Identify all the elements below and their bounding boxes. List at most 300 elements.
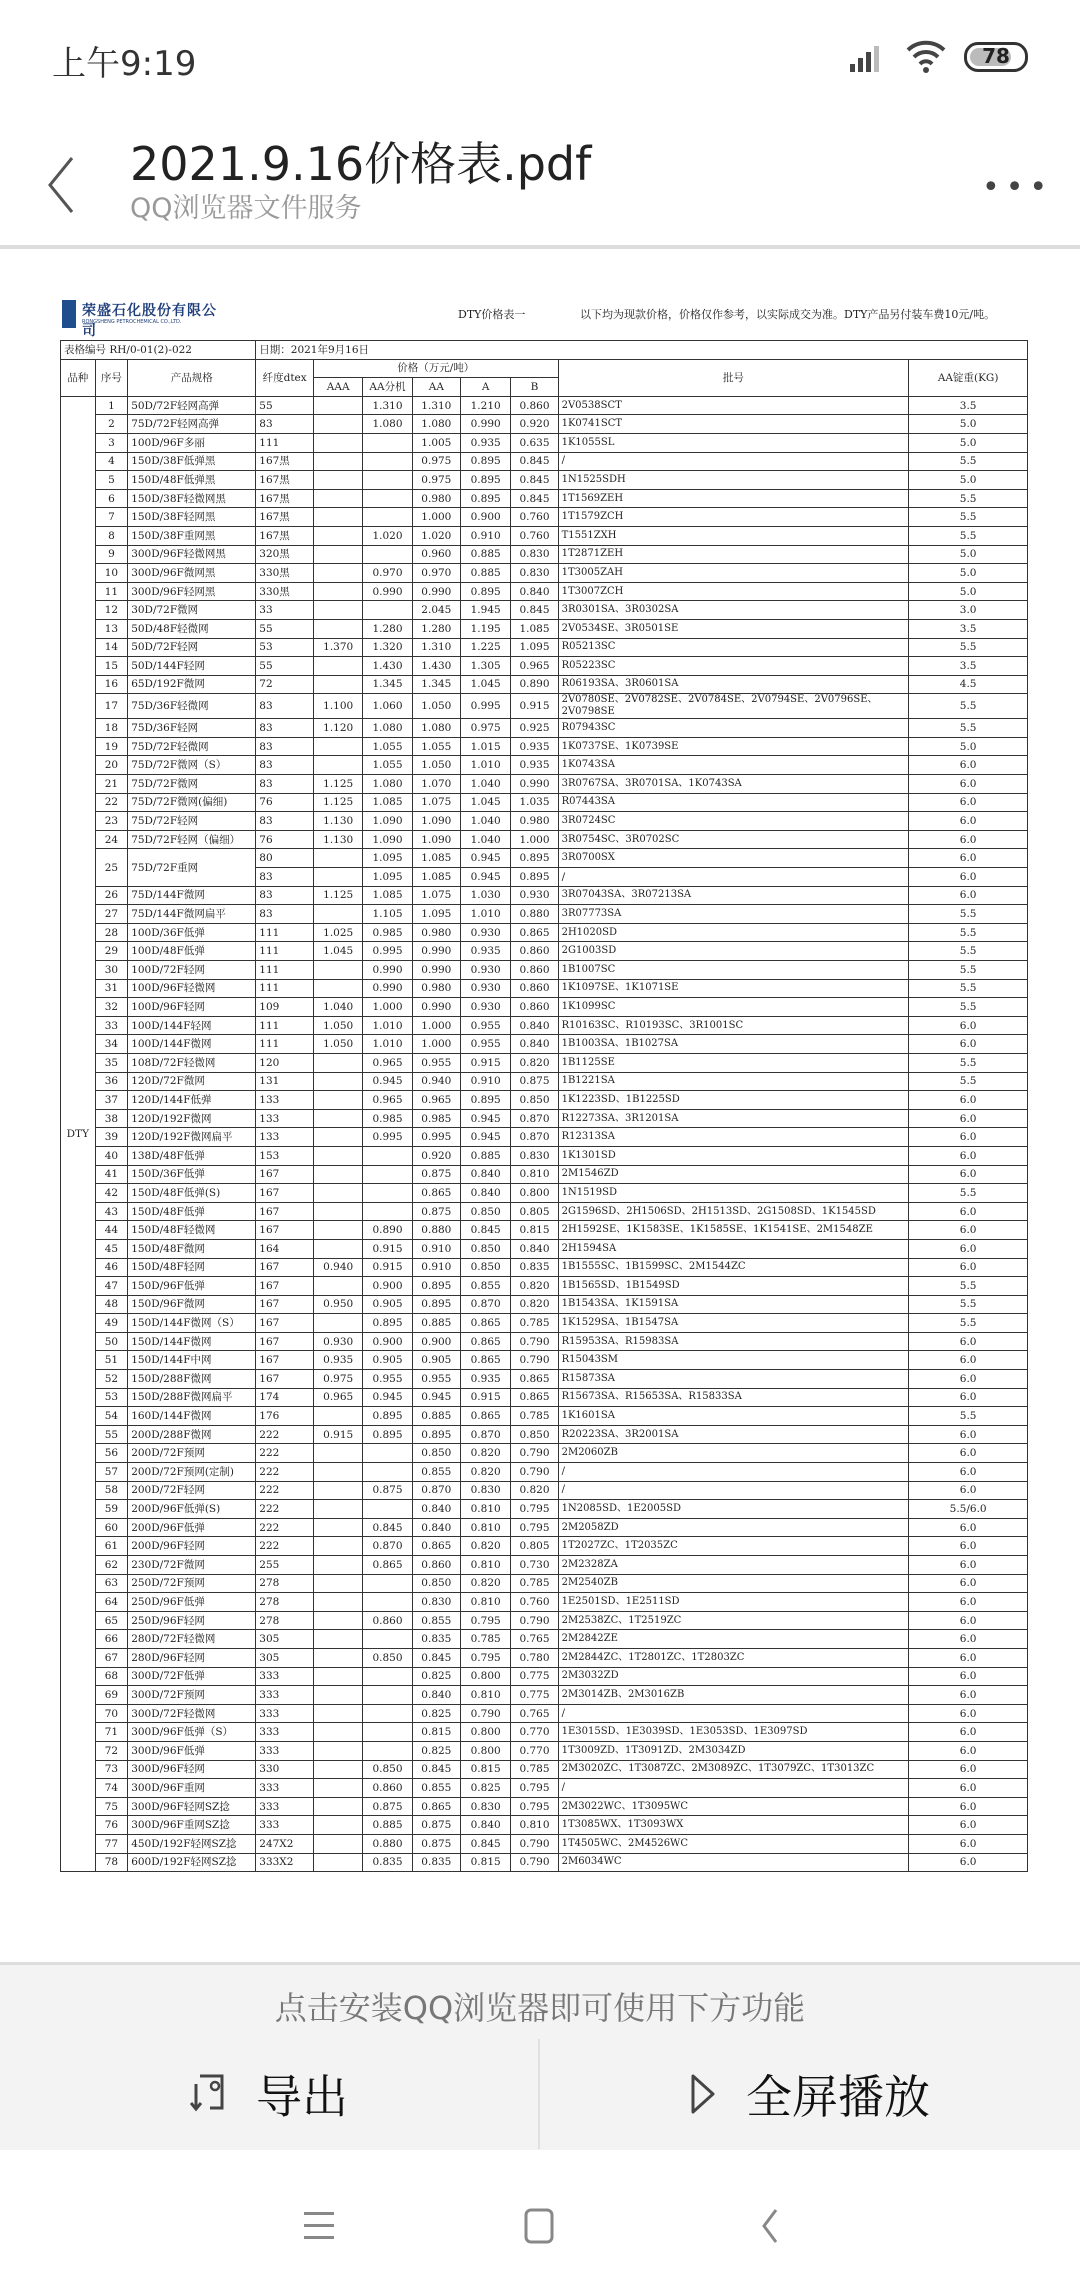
price-table-body xyxy=(61,396,1028,1871)
batch-cell: 3R0700SX xyxy=(558,849,909,868)
seq-cell: 59 xyxy=(95,1500,128,1519)
file-title: 2021.9.16价格表.pdf xyxy=(130,137,592,191)
dtex-cell: 72 xyxy=(256,675,314,694)
batch-cell: R05223SC xyxy=(558,657,909,676)
seq-cell: 49 xyxy=(95,1314,128,1333)
dtex-cell: 167黑 xyxy=(256,471,314,490)
price-aa-split-cell: 1.085 xyxy=(363,793,412,812)
batch-cell: 1N2085SD、1E2005SD xyxy=(558,1500,909,1519)
price-aa-cell: 0.850 xyxy=(412,1444,460,1463)
spec-cell: 50D/72F轻网高弹 xyxy=(128,396,256,415)
price-aa-cell: 0.845 xyxy=(412,1760,460,1779)
price-aa-cell: 0.875 xyxy=(412,1202,460,1221)
price-a-cell: 1.010 xyxy=(460,905,510,924)
price-aaa-cell xyxy=(314,737,363,756)
weight-cell: 6.0 xyxy=(909,1109,1028,1128)
table-row xyxy=(61,1611,1028,1630)
weight-cell: 6.0 xyxy=(909,1202,1028,1221)
price-aa-split-cell: 1.090 xyxy=(363,830,412,849)
price-a-cell: 0.800 xyxy=(460,1741,510,1760)
weight-cell: 5.5 xyxy=(909,979,1028,998)
spec-cell: 75D/72F重网 xyxy=(128,849,256,886)
table-row xyxy=(61,849,1028,868)
table-row xyxy=(61,1686,1028,1705)
price-aa-split-cell xyxy=(363,1500,412,1519)
price-b-cell: 0.760 xyxy=(511,526,558,545)
batch-cell: 2M3022WC、1T3095WC xyxy=(558,1797,909,1816)
weight-cell: 6.0 xyxy=(909,1016,1028,1035)
price-a-cell: 0.945 xyxy=(460,849,510,868)
price-aa-cell: 0.900 xyxy=(412,1332,460,1351)
price-a-cell: 0.895 xyxy=(460,489,510,508)
spec-cell: 300D/96F重网 xyxy=(128,1779,256,1798)
seq-cell: 48 xyxy=(95,1295,128,1314)
dtex-cell: 278 xyxy=(256,1574,314,1593)
price-aaa-cell xyxy=(314,1128,363,1147)
dtex-cell: 111 xyxy=(256,433,314,452)
seq-cell: 32 xyxy=(95,998,128,1017)
price-aa-split-cell: 0.860 xyxy=(363,1611,412,1630)
price-aaa-cell xyxy=(314,756,363,775)
price-aa-cell: 1.345 xyxy=(412,675,460,694)
table-row xyxy=(61,564,1028,583)
weight-cell: 6.0 xyxy=(909,1444,1028,1463)
seq-cell: 61 xyxy=(95,1537,128,1556)
price-aa-split-cell: 1.010 xyxy=(363,1016,412,1035)
price-a-cell: 0.815 xyxy=(460,1853,510,1872)
price-aaa-cell xyxy=(314,1593,363,1612)
spec-cell: 150D/144F微网 xyxy=(128,1332,256,1351)
dtex-cell: 111 xyxy=(256,979,314,998)
price-aaa-cell xyxy=(314,1537,363,1556)
dtex-cell: 167黑 xyxy=(256,526,314,545)
dtex-cell: 167 xyxy=(256,1295,314,1314)
spec-cell: 150D/288F微网 xyxy=(128,1370,256,1389)
batch-cell: / xyxy=(558,452,909,471)
dtex-cell: 111 xyxy=(256,942,314,961)
home-icon[interactable] xyxy=(522,2206,558,2246)
spec-cell: 300D/72F低弹 xyxy=(128,1667,256,1686)
price-aa-split-cell: 1.080 xyxy=(363,415,412,434)
price-aa-cell: 0.975 xyxy=(412,471,460,490)
price-b-cell: 0.820 xyxy=(511,1481,558,1500)
weight-cell: 6.0 xyxy=(909,1537,1028,1556)
price-aa-split-cell xyxy=(363,1146,412,1165)
seq-cell: 44 xyxy=(95,1221,128,1240)
price-b-cell: 0.835 xyxy=(511,1258,558,1277)
table-row xyxy=(61,1593,1028,1612)
table-row xyxy=(61,737,1028,756)
dtex-cell: 167 xyxy=(256,1258,314,1277)
weight-cell: 3.5 xyxy=(909,657,1028,676)
price-aaa-cell xyxy=(314,601,363,620)
table-row xyxy=(61,1556,1028,1575)
dtex-cell: 330黑 xyxy=(256,564,314,583)
price-a-cell: 0.800 xyxy=(460,1723,510,1742)
table-row xyxy=(61,508,1028,527)
price-aa-cell: 0.840 xyxy=(412,1518,460,1537)
price-aa-split-cell: 0.870 xyxy=(363,1537,412,1556)
dtex-cell: 305 xyxy=(256,1630,314,1649)
table-row xyxy=(61,812,1028,831)
price-a-cell: 1.040 xyxy=(460,830,510,849)
price-aa-split-cell: 0.890 xyxy=(363,1221,412,1240)
doc-title: DTY价格表一 xyxy=(458,308,526,321)
price-aa-cell: 1.080 xyxy=(412,719,460,738)
table-row xyxy=(61,775,1028,794)
price-a-cell: 0.810 xyxy=(460,1593,510,1612)
price-a-cell: 0.865 xyxy=(460,1314,510,1333)
price-b-cell: 0.930 xyxy=(511,886,558,905)
status-bar xyxy=(0,0,1080,110)
spec-cell: 75D/144F微网扁平 xyxy=(128,905,256,924)
spec-cell: 100D/96F轻网 xyxy=(128,998,256,1017)
spec-cell: 150D/38F轻网黑 xyxy=(128,508,256,527)
seq-cell: 19 xyxy=(95,737,128,756)
weight-cell: 3.5 xyxy=(909,619,1028,638)
spec-cell: 150D/96F低弹 xyxy=(128,1277,256,1296)
weight-cell: 5.0 xyxy=(909,415,1028,434)
batch-cell: 2M2540ZB xyxy=(558,1574,909,1593)
price-b-cell: 0.790 xyxy=(511,1332,558,1351)
price-aaa-cell: 0.930 xyxy=(314,1332,363,1351)
price-aa-cell: 0.910 xyxy=(412,1239,460,1258)
price-aa-cell: 0.895 xyxy=(412,1425,460,1444)
logo-mark-icon xyxy=(62,300,76,328)
price-aaa-cell xyxy=(314,1221,363,1240)
spec-cell: 100D/36F低弹 xyxy=(128,923,256,942)
price-aa-cell: 1.085 xyxy=(412,849,460,868)
batch-cell: 1T3007ZCH xyxy=(558,582,909,601)
batch-cell: 2G1003SD xyxy=(558,942,909,961)
spec-cell: 230D/72F微网 xyxy=(128,1556,256,1575)
price-aa-cell: 0.990 xyxy=(412,582,460,601)
weight-cell: 6.0 xyxy=(909,1630,1028,1649)
price-a-cell: 0.930 xyxy=(460,998,510,1017)
seq-cell: 15 xyxy=(95,657,128,676)
table-row xyxy=(61,657,1028,676)
more-menu-icon[interactable]: ••• xyxy=(982,170,1054,205)
company-logo xyxy=(62,300,222,339)
weight-cell: 5.5 xyxy=(909,452,1028,471)
dtex-cell: 167 xyxy=(256,1314,314,1333)
seq-cell: 54 xyxy=(95,1407,128,1426)
table-row xyxy=(61,1704,1028,1723)
dtex-cell: 167 xyxy=(256,1370,314,1389)
price-aa-cell: 0.830 xyxy=(412,1593,460,1612)
price-aa-cell: 0.970 xyxy=(412,564,460,583)
price-a-cell: 0.855 xyxy=(460,1277,510,1296)
seq-cell: 69 xyxy=(95,1686,128,1705)
seq-cell: 75 xyxy=(95,1797,128,1816)
seq-cell: 20 xyxy=(95,756,128,775)
price-a-cell: 0.870 xyxy=(460,1425,510,1444)
seq-cell: 18 xyxy=(95,719,128,738)
batch-cell: 1K0743SA xyxy=(558,756,909,775)
price-a-cell: 0.865 xyxy=(460,1407,510,1426)
price-aa-cell: 1.430 xyxy=(412,657,460,676)
table-row xyxy=(61,1295,1028,1314)
weight-cell: 6.0 xyxy=(909,1648,1028,1667)
weight-cell: 6.0 xyxy=(909,1165,1028,1184)
weight-cell: 6.0 xyxy=(909,1481,1028,1500)
spec-cell: 100D/96F多丽 xyxy=(128,433,256,452)
dtex-cell: 80 xyxy=(256,849,314,868)
price-a-cell: 1.040 xyxy=(460,812,510,831)
batch-cell: 1K1099SC xyxy=(558,998,909,1017)
batch-cell: 1B1543SA、1K1591SA xyxy=(558,1295,909,1314)
seq-cell: 7 xyxy=(95,508,128,527)
price-b-cell: 0.730 xyxy=(511,1556,558,1575)
weight-cell: 6.0 xyxy=(909,1370,1028,1389)
seq-cell: 4 xyxy=(95,452,128,471)
batch-cell: 2M2328ZA xyxy=(558,1556,909,1575)
weight-cell: 6.0 xyxy=(909,1741,1028,1760)
header-category: 品种 xyxy=(61,359,96,396)
spec-cell: 300D/72F轻微网 xyxy=(128,1704,256,1723)
price-a-cell: 0.935 xyxy=(460,433,510,452)
table-row xyxy=(61,979,1028,998)
price-a-cell: 1.040 xyxy=(460,775,510,794)
weight-cell: 6.0 xyxy=(909,1556,1028,1575)
batch-cell: R15673SA、R15653SA、R15833SA xyxy=(558,1388,909,1407)
price-aa-cell: 0.825 xyxy=(412,1704,460,1723)
batch-cell: 2M2538ZC、1T2519ZC xyxy=(558,1611,909,1630)
price-aaa-cell xyxy=(314,1165,363,1184)
system-nav-bar xyxy=(0,2150,1080,2280)
weight-cell: 3.5 xyxy=(909,396,1028,415)
seq-cell: 16 xyxy=(95,675,128,694)
price-aaa-cell: 1.125 xyxy=(314,886,363,905)
table-row xyxy=(61,1370,1028,1389)
price-aaa-cell xyxy=(314,1630,363,1649)
price-aa-cell: 0.865 xyxy=(412,1537,460,1556)
weight-cell: 5.5 xyxy=(909,1407,1028,1426)
price-b-cell: 0.860 xyxy=(511,998,558,1017)
price-a-cell: 0.975 xyxy=(460,719,510,738)
spec-cell: 200D/96F轻网 xyxy=(128,1537,256,1556)
weight-cell: 5.5 xyxy=(909,508,1028,527)
fullscreen-play-button[interactable] xyxy=(540,2039,1078,2149)
batch-cell: 2M3020ZC、1T3087ZC、2M3089ZC、1T3079ZC、1T3013ZC xyxy=(558,1760,909,1779)
table-row xyxy=(61,1741,1028,1760)
seq-cell: 50 xyxy=(95,1332,128,1351)
batch-cell: 1T3005ZAH xyxy=(558,564,909,583)
batch-cell: 2H1594SA xyxy=(558,1239,909,1258)
price-aa-split-cell: 1.010 xyxy=(363,1035,412,1054)
batch-cell: 2M2844ZC、1T2801ZC、1T2803ZC xyxy=(558,1648,909,1667)
batch-cell: 2V0780SE、2V0782SE、2V0784SE、2V0794SE、2V0796SE、2V0798SE xyxy=(558,694,909,719)
seq-cell: 38 xyxy=(95,1109,128,1128)
spec-cell: 280D/72F轻微网 xyxy=(128,1630,256,1649)
price-aa-cell: 0.990 xyxy=(412,961,460,980)
spec-cell: 150D/38F低弹黑 xyxy=(128,452,256,471)
export-icon xyxy=(190,2072,228,2116)
table-row xyxy=(61,601,1028,620)
spec-cell: 150D/144F中网 xyxy=(128,1351,256,1370)
batch-cell: R06193SA、3R0601SA xyxy=(558,675,909,694)
price-aa-split-cell: 0.965 xyxy=(363,1091,412,1110)
install-hint[interactable]: 点击安装QQ浏览器即可使用下方功能 xyxy=(274,1989,806,2027)
dtex-cell: 278 xyxy=(256,1593,314,1612)
price-aaa-cell xyxy=(314,1463,363,1482)
price-aa-cell: 1.020 xyxy=(412,526,460,545)
price-aaa-cell xyxy=(314,1667,363,1686)
price-aaa-cell: 1.120 xyxy=(314,719,363,738)
price-aaa-cell xyxy=(314,1574,363,1593)
price-a-cell: 0.790 xyxy=(460,1704,510,1723)
dtex-cell: 222 xyxy=(256,1463,314,1482)
spec-cell: 300D/96F重网SZ捻 xyxy=(128,1816,256,1835)
battery-icon xyxy=(964,42,1028,72)
price-a-cell: 0.850 xyxy=(460,1202,510,1221)
price-aa-split-cell: 0.990 xyxy=(363,582,412,601)
batch-cell: 3R0754SC、3R0702SC xyxy=(558,830,909,849)
price-aa-split-cell: 0.865 xyxy=(363,1556,412,1575)
price-b-cell: 0.785 xyxy=(511,1760,558,1779)
price-b-cell: 0.845 xyxy=(511,452,558,471)
price-aa-cell: 0.980 xyxy=(412,923,460,942)
seq-cell: 26 xyxy=(95,886,128,905)
price-b-cell: 0.880 xyxy=(511,905,558,924)
batch-cell: 1B1125SE xyxy=(558,1053,909,1072)
price-a-cell: 0.895 xyxy=(460,452,510,471)
price-a-cell: 0.810 xyxy=(460,1518,510,1537)
table-row xyxy=(61,396,1028,415)
price-aa-cell: 0.910 xyxy=(412,1258,460,1277)
price-b-cell: 0.865 xyxy=(511,1388,558,1407)
batch-cell: 2H1592SE、1K1583SE、1K1585SE、1K1541SE、2M1548ZE xyxy=(558,1221,909,1240)
price-aa-split-cell xyxy=(363,1667,412,1686)
table-row xyxy=(61,1537,1028,1556)
table-row xyxy=(61,1146,1028,1165)
weight-cell: 5.5 xyxy=(909,526,1028,545)
price-b-cell: 0.895 xyxy=(511,849,558,868)
dtex-cell: 167黑 xyxy=(256,508,314,527)
price-a-cell: 0.930 xyxy=(460,961,510,980)
menu-icon[interactable] xyxy=(302,2210,338,2242)
price-aa-cell: 1.280 xyxy=(412,619,460,638)
price-aa-cell: 0.965 xyxy=(412,1091,460,1110)
price-aa-cell: 0.980 xyxy=(412,979,460,998)
price-b-cell: 0.805 xyxy=(511,1537,558,1556)
doc-date: 日期：2021年9月16日 xyxy=(256,341,1028,360)
price-b-cell: 0.845 xyxy=(511,601,558,620)
spec-cell: 150D/38F重网黑 xyxy=(128,526,256,545)
batch-cell: / xyxy=(558,1481,909,1500)
table-row xyxy=(61,1425,1028,1444)
spec-cell: 280D/96F轻网 xyxy=(128,1648,256,1667)
dtex-cell: 167黑 xyxy=(256,489,314,508)
header-price: 价格（万元/吨） xyxy=(314,359,559,378)
weight-cell: 5.5 xyxy=(909,1053,1028,1072)
dtex-cell: 164 xyxy=(256,1239,314,1258)
price-aa-split-cell: 0.850 xyxy=(363,1648,412,1667)
batch-cell: 2G1596SD、2H1506SD、2H1513SD、2G1508SD、1K1545SD xyxy=(558,1202,909,1221)
price-aa-split-cell: 0.860 xyxy=(363,1779,412,1798)
seq-cell: 40 xyxy=(95,1146,128,1165)
spec-cell: 50D/48F轻微网 xyxy=(128,619,256,638)
nav-back-icon[interactable] xyxy=(758,2206,782,2246)
price-aa-split-cell: 0.875 xyxy=(363,1481,412,1500)
price-aa-split-cell xyxy=(363,1165,412,1184)
seq-cell: 47 xyxy=(95,1277,128,1296)
spec-cell: 300D/96F低弹（S） xyxy=(128,1723,256,1742)
seq-cell: 45 xyxy=(95,1239,128,1258)
price-aa-split-cell: 0.985 xyxy=(363,923,412,942)
table-row xyxy=(61,1648,1028,1667)
dtex-cell: 133 xyxy=(256,1091,314,1110)
price-aa-cell: 1.080 xyxy=(412,415,460,434)
price-aaa-cell xyxy=(314,1648,363,1667)
category-cell: DTY xyxy=(61,396,96,1871)
weight-cell: 6.0 xyxy=(909,793,1028,812)
price-aa-split-cell: 0.915 xyxy=(363,1239,412,1258)
dtex-cell: 83 xyxy=(256,868,314,887)
price-aaa-cell: 1.125 xyxy=(314,793,363,812)
dtex-cell: 167 xyxy=(256,1202,314,1221)
table-row xyxy=(61,1277,1028,1296)
price-b-cell: 0.790 xyxy=(511,1351,558,1370)
price-aa-cell: 0.975 xyxy=(412,452,460,471)
price-aaa-cell: 0.950 xyxy=(314,1295,363,1314)
price-a-cell: 0.850 xyxy=(460,1239,510,1258)
spec-cell: 100D/144F轻网 xyxy=(128,1016,256,1035)
price-a-cell: 0.885 xyxy=(460,1146,510,1165)
price-aaa-cell xyxy=(314,1556,363,1575)
weight-cell: 6.0 xyxy=(909,1463,1028,1482)
price-aa-cell: 0.875 xyxy=(412,1816,460,1835)
price-a-cell: 0.955 xyxy=(460,1035,510,1054)
price-aaa-cell: 0.975 xyxy=(314,1370,363,1389)
back-icon[interactable] xyxy=(42,150,82,220)
header-aa-split: AA分机 xyxy=(363,378,412,397)
weight-cell: 6.0 xyxy=(909,1035,1028,1054)
table-row xyxy=(61,793,1028,812)
price-b-cell: 0.765 xyxy=(511,1630,558,1649)
price-aaa-cell xyxy=(314,1704,363,1723)
price-aa-split-cell: 1.060 xyxy=(363,694,412,719)
spec-cell: 300D/72F预网 xyxy=(128,1686,256,1705)
weight-cell: 5.5 xyxy=(909,923,1028,942)
table-row xyxy=(61,1444,1028,1463)
price-aaa-cell xyxy=(314,1741,363,1760)
seq-cell: 68 xyxy=(95,1667,128,1686)
spec-cell: 100D/48F低弹 xyxy=(128,942,256,961)
price-aa-split-cell: 0.895 xyxy=(363,1425,412,1444)
table-row xyxy=(61,619,1028,638)
price-aa-cell: 0.945 xyxy=(412,1388,460,1407)
export-button[interactable] xyxy=(0,2039,540,2149)
play-icon xyxy=(688,2072,718,2116)
price-a-cell: 0.845 xyxy=(460,1221,510,1240)
price-aa-cell: 0.840 xyxy=(412,1500,460,1519)
dtex-cell: 247X2 xyxy=(256,1834,314,1853)
price-aa-cell: 0.850 xyxy=(412,1574,460,1593)
seq-cell: 55 xyxy=(95,1425,128,1444)
price-aa-split-cell: 0.900 xyxy=(363,1332,412,1351)
price-aa-cell: 0.995 xyxy=(412,1128,460,1147)
price-b-cell: 0.925 xyxy=(511,719,558,738)
weight-cell: 5.5 xyxy=(909,638,1028,657)
spec-cell: 200D/72F预网(定制) xyxy=(128,1463,256,1482)
price-b-cell: 0.830 xyxy=(511,564,558,583)
price-a-cell: 0.945 xyxy=(460,1128,510,1147)
batch-cell: R12313SA xyxy=(558,1128,909,1147)
table-row xyxy=(61,998,1028,1017)
dtex-cell: 83 xyxy=(256,415,314,434)
price-aa-split-cell xyxy=(363,1202,412,1221)
